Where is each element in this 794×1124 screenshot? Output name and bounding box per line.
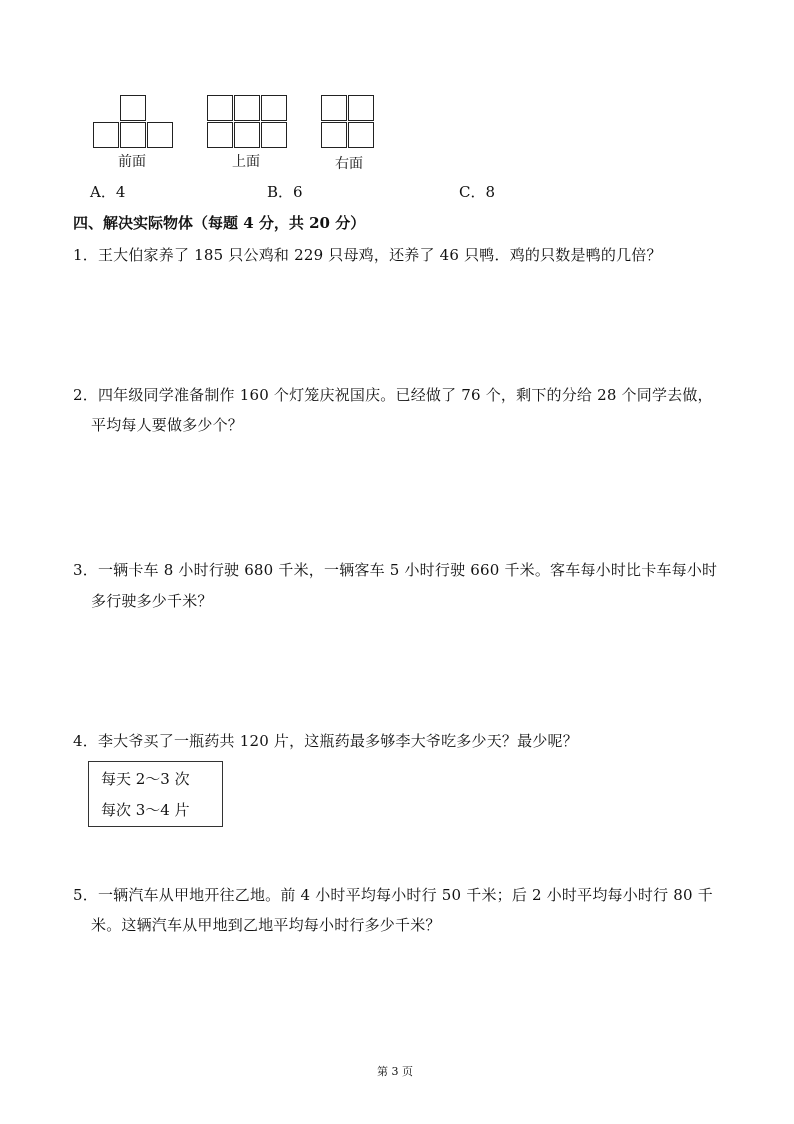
- page-number: 第 3 页: [377, 1065, 413, 1078]
- top-view-cell: [234, 95, 260, 121]
- top-view-cell: [261, 95, 287, 121]
- option-c: C．8: [459, 183, 496, 201]
- front-view-cell: [147, 122, 173, 148]
- option-b: B．6: [267, 183, 303, 201]
- question-1-line-1: 1．王大伯家养了 185 只公鸡和 229 只母鸡，还养了 46 只鸭．鸡的只数是鸭的几倍？: [73, 246, 662, 264]
- front-view-label: 前面: [118, 154, 146, 170]
- dosage-times-per-day: 每天 2～3 次: [101, 770, 190, 788]
- section-title: 四、解决实际物体（每题 4 分，共 20 分）: [73, 214, 366, 232]
- top-view-figure: [207, 95, 288, 150]
- right-view-cell: [348, 122, 374, 148]
- question-2-line-2: 平均每人要做多少个？: [91, 416, 244, 434]
- top-view-cell: [234, 122, 260, 148]
- right-view-figure: [321, 95, 375, 150]
- top-view-cell: [207, 122, 233, 148]
- right-view-cell: [348, 95, 374, 121]
- question-3-line-2: 多行驶多少千米？: [91, 592, 213, 610]
- top-view-label: 上面: [232, 154, 260, 170]
- dosage-box: [88, 761, 223, 827]
- front-view-cell: [120, 122, 146, 148]
- question-3-line-1: 3．一辆卡车 8 小时行驶 680 千米，一辆客车 5 小时行驶 660 千米。客车每小时比卡车每小时: [73, 561, 718, 579]
- front-view-cell: [120, 95, 146, 121]
- right-view-cell: [321, 122, 347, 148]
- question-5-line-1: 5．一辆汽车从甲地开往乙地。前 4 小时平均每小时行 50 千米；后 2 小时平均每小时行 80 千: [73, 886, 713, 904]
- right-view-label: 右面: [335, 156, 363, 172]
- front-view-figure: [93, 95, 174, 150]
- dosage-tablets-per-time: 每次 3～4 片: [101, 801, 190, 819]
- question-2-line-1: 2．四年级同学准备制作 160 个灯笼庆祝国庆。已经做了 76 个，剩下的分给 28 个同学去做，: [73, 386, 713, 404]
- top-view-cell: [261, 122, 287, 148]
- question-4-line-1: 4．李大爷买了一瓶药共 120 片，这瓶药最多够李大爷吃多少天？最少呢？: [73, 732, 578, 750]
- option-a: A．4: [90, 183, 126, 201]
- top-view-cell: [207, 95, 233, 121]
- question-5-line-2: 米。这辆汽车从甲地到乙地平均每小时行多少千米？: [91, 916, 441, 934]
- right-view-cell: [321, 95, 347, 121]
- front-view-cell: [93, 122, 119, 148]
